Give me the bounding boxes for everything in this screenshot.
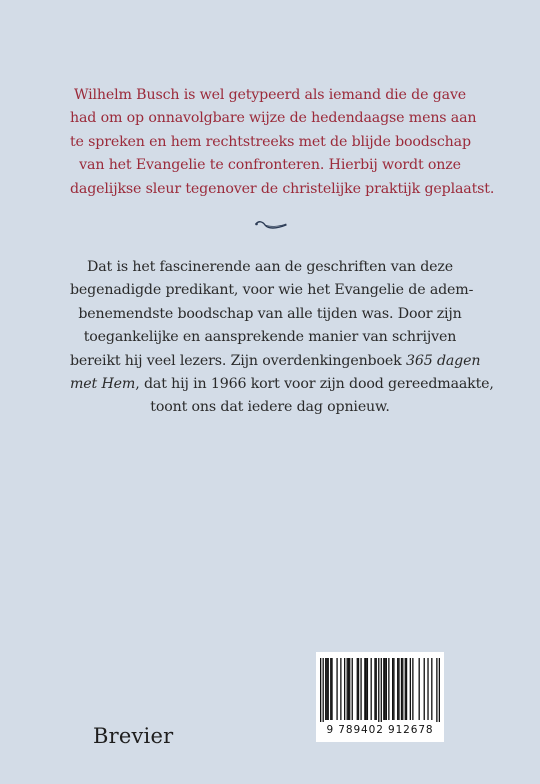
barcode-bar	[325, 658, 326, 720]
barcode-bar	[436, 658, 437, 722]
barcode-bar	[364, 658, 365, 720]
barcode-bar	[392, 658, 393, 720]
book-title-part1: 365 dagen	[405, 352, 481, 369]
barcode-bar	[378, 658, 379, 722]
barcode-bar	[386, 658, 387, 720]
book-title-part2: met Hem	[70, 376, 136, 393]
barcode-bar	[323, 658, 324, 722]
intro-line: dagelijkse sleur tegenover de christelijke praktijk geplaatst.	[70, 180, 495, 197]
barcode-bar	[349, 658, 350, 720]
intro-line: had om op onnavolgbare wijze de hedendaagse mens aan	[70, 110, 477, 127]
intro-line: van het Evangelie te confronteren. Hierbij wordt onze	[79, 157, 461, 174]
barcode-bar	[412, 658, 413, 720]
barcode-bar	[383, 658, 384, 720]
body-line-text: bereikt hij veel lezers. Zijn overdenkingenboek	[70, 352, 402, 369]
body-line: begenadigde predikant, voor wie het Evangelie de adem-	[70, 282, 474, 299]
barcode-bar	[344, 658, 345, 720]
barcode-bar	[326, 658, 327, 720]
publisher-logo: Brevier	[93, 724, 174, 748]
barcode-bar	[439, 658, 440, 722]
body-line	[70, 350, 481, 373]
body-line: toegankelijke en aansprekende manier van schrijven	[83, 329, 457, 346]
body-line: benemendste boodschap van alle tijden was. Door zijn	[78, 305, 462, 322]
barcode-bar	[393, 658, 394, 720]
barcode-bar	[397, 658, 398, 720]
barcode-bar	[340, 658, 341, 720]
barcode-bar	[336, 658, 337, 720]
barcode-bars	[320, 658, 440, 722]
barcode-bar	[384, 658, 385, 720]
barcode-bar	[406, 658, 407, 720]
intro-line: te spreken en hem rechtstreeks met de blijde boodschap	[70, 133, 471, 150]
barcode-bar	[357, 658, 358, 720]
body-line: toont ons dat iedere dag opnieuw.	[150, 399, 390, 416]
barcode-bar	[371, 658, 372, 720]
barcode-bar	[402, 658, 403, 720]
barcode-bar	[331, 658, 332, 720]
barcode-bar	[410, 658, 411, 720]
barcode-bar	[365, 658, 366, 720]
barcode-bar	[352, 658, 353, 720]
barcode-bar	[367, 658, 368, 720]
barcode-bar	[398, 658, 399, 720]
barcode-bar	[348, 658, 349, 720]
barcode-bar	[381, 658, 382, 722]
barcode-bar	[358, 658, 359, 720]
body-paragraph	[70, 256, 494, 420]
swash-ornament-icon	[254, 219, 288, 231]
isbn-number: 9 789402 912678	[326, 724, 434, 736]
barcode-bar	[328, 658, 329, 720]
barcode-bar	[427, 658, 428, 720]
barcode-bar	[401, 658, 402, 720]
barcode-bar	[405, 658, 406, 720]
barcode-bar	[360, 658, 361, 720]
barcode-bar	[347, 658, 348, 720]
barcode-bar	[431, 658, 432, 720]
barcode-bar	[320, 658, 321, 722]
barcode	[316, 652, 444, 742]
body-line	[70, 373, 494, 396]
intro-line: Wilhelm Busch is wel getypeerd als iemand die de gave	[73, 87, 467, 103]
barcode-bar	[374, 658, 375, 720]
intro-paragraph	[70, 84, 495, 201]
barcode-bar	[424, 658, 425, 720]
body-line-text: , dat hij in 1966 kort voor zijn dood gereedmaakte,	[135, 376, 494, 393]
body-line: Dat is het fascinerende aan de geschriften van deze	[87, 259, 453, 275]
barcode-bar	[330, 658, 331, 720]
barcode-bar	[388, 658, 389, 720]
barcode-bar	[419, 658, 420, 720]
barcode-bar	[376, 658, 377, 720]
